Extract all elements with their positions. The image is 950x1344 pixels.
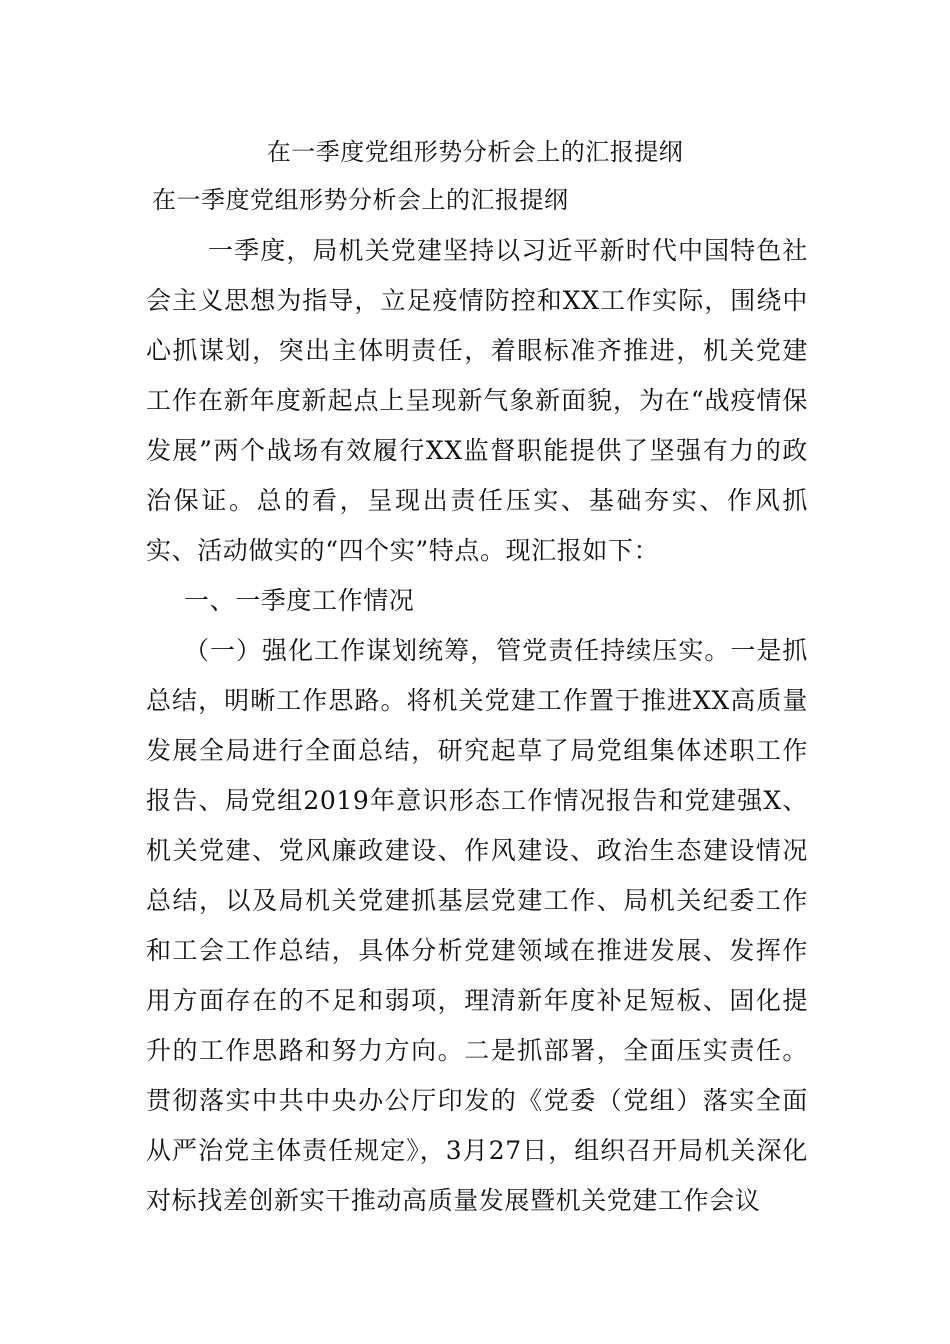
intro-paragraph: 一季度，局机关党建坚持以习近平新时代中国特色社会主义思想为指导，立足疫情防控和XX工作实际，围绕中心抓谋划，突出主体明责任，着眼标准齐推进，机关党建工作在新年度新起点上呈现新气象新面貌，为在“战疫情保发展”两个战场有效履行XX监督职能提供了坚强有力的政治保证。总的看，呈现出责任压实、基础夯实、作风抓实、活动做实的“四个实”特点。现汇报如下： [146, 236, 808, 565]
section-paragraph: （一）强化工作谋划统筹，管党责任持续压实。一是抓总结，明晰工作思路。将机关党建工作置于推进XX高质量发展全局进行全面总结，研究起草了局党组集体述职工作报告、局党组2019年意识形态工作情况报告和党建强X、机关党建、党风廉政建设、作风建设、政治生态建设情况总结，以及局机关党建抓基层党建工作、局机关纪委工作和工会工作总结，具体分析党建领域在推进发展、发挥作用方面存在的不足和弱项，理清新年度补足短板、固化提升的工作思路和努力方向。二是抓部署，全面压实责任。贯彻落实中共中央办公厅印发的《党委（党组）落实全面从严治党主体责任规定》，3月27日，组织召开局机关深化对标找差创新实干推动高质量发展暨机关党建工作会议 [146, 636, 808, 1215]
document-body [146, 226, 808, 1226]
document-title: 在一季度党组形势分析会上的汇报提纲 [266, 138, 684, 166]
section-heading: 一、一季度工作情况 [184, 586, 415, 615]
document-subtitle: 在一季度党组形势分析会上的汇报提纲 [152, 186, 569, 214]
